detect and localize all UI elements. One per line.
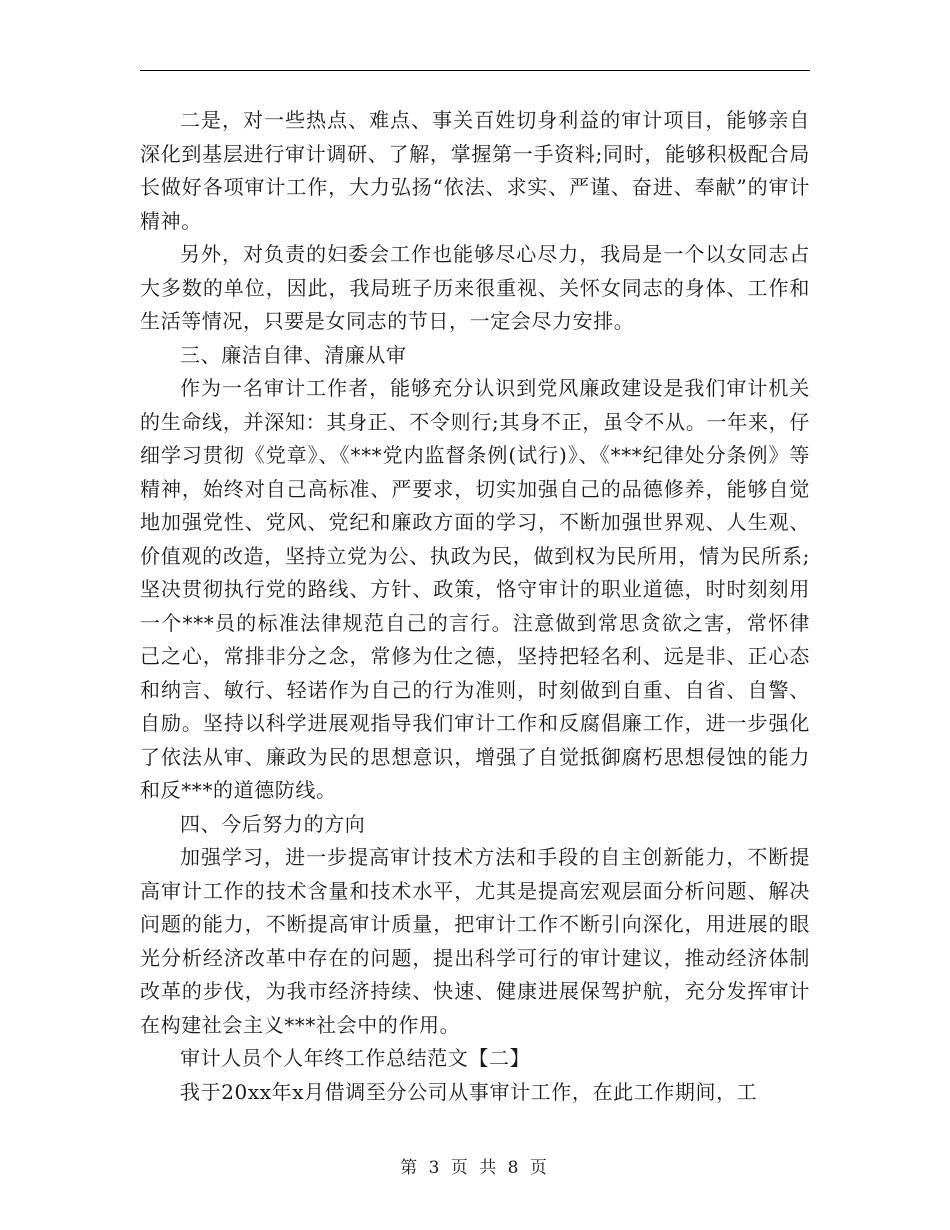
paragraph: 另外，对负责的妇委会工作也能够尽心尽力，我局是一个以女同志占大多数的单位，因此，我局班子历来很重视、关怀女同志的身体、工作和生活等情况，只要是女同志的节日，一定会尽力安排。 (140, 242, 810, 333)
document-body (140, 104, 810, 1109)
page-number-footer: 第 3 页 共 8 页 (400, 1158, 550, 1178)
paragraph: 二是，对一些热点、难点、事关百姓切身利益的审计项目，能够亲自深化到基层进行审计调研、了解，掌握第一手资料;同时，能够积极配合局长做好各项审计工作，大力弘扬“依法、求实、严谨、奋进、奉献”的审计精神。 (140, 108, 810, 233)
paragraph: 我于20xx年x月借调至分公司从事审计工作，在此工作期间，工 (180, 1079, 758, 1104)
header-rule (140, 70, 810, 71)
paragraph: 加强学习，进一步提高审计技术方法和手段的自主创新能力，不断提高审计工作的技术含量和技术水平，尤其是提高宏观层面分析问题、解决问题的能力，不断提高审计质量，把审计工作不断引向深化，用进展的眼光分析经济改革中存在的问题，提出科学可行的审计建议，推动经济体制改革的步伐，为我市经济持续、快速、健康进展保驾护航，充分发挥审计在构建社会主义***社会中的作用。 (140, 845, 810, 1037)
section-heading: 三、廉洁自律、清廉从审 (180, 342, 407, 367)
section-heading: 四、今后努力的方向 (180, 811, 366, 836)
article-title: 审计人员个人年终工作总结范文【二】 (180, 1046, 531, 1070)
paragraph: 作为一名审计工作者，能够充分认识到党风廉政建设是我们审计机关的生命线，并深知：其身正、不令则行;其身不正，虽令不从。一年来，仔细学习贯彻《党章》、《***党内监督条例(试行)》、《***纪律处分条例》等精神，始终对自己高标准、严要求，切实加强自己的品德修养，能够自觉地加强党性、党风、党纪和廉政方面的学习，不断加强世界观、人生观、价值观的改造，坚持立党为公、执政为民，做到权为民所用，情为民所系;坚决贯彻执行党的路线、方针、政策，恪守审计的职业道德，时时刻刻用一个***员的标准法律规范自己的言行。注意做到常思贪欲之害，常怀律己之心，常排非分之念，常修为仕之德，坚持把轻名利、远是非、正心态和纳言、敏行、轻诺作为自己的行为准则，时刻做到自重、自省、自警、自励。坚持以科学进展观指导我们审计工作和反腐倡廉工作，进一步强化了依法从审、廉政为民的思想意识，增强了自觉抵御腐朽思想侵蚀的能力和反***的道德防线。 (140, 376, 810, 802)
